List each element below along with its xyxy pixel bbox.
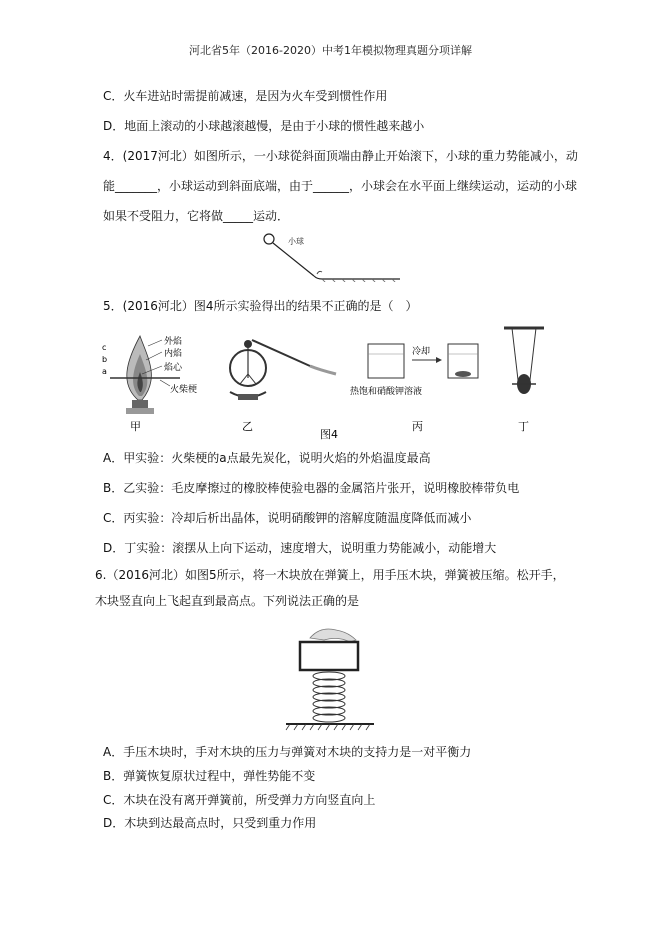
q5-option-b: B．乙实验：毛皮摩擦过的橡胶棒使验电器的金属箔片张开，说明橡胶棒带负电	[103, 481, 520, 495]
spring-block-figure	[280, 622, 380, 737]
svg-text:甲: 甲	[130, 420, 141, 433]
q5-option-c: C．丙实验：冷却后析出晶体，说明硝酸钾的溶解度随温度降低而减小	[103, 511, 472, 525]
q6-option-c: C．木块在没有离开弹簧前，所受弹力方向竖直向上	[103, 793, 376, 807]
q6-option-b: B．弹簧恢复原状过程中，弹性势能不变	[103, 769, 316, 783]
q6-stem-line1: 6.（2016河北）如图5所示，将一木块放在弹簧上，用手压木块，弹簧被压缩。松开手，	[95, 568, 565, 582]
svg-text:焰心: 焰心	[164, 363, 183, 373]
svg-text:c: c	[102, 343, 107, 352]
svg-text:火柴梗: 火柴梗	[170, 385, 198, 395]
maxwell-wheel-experiment	[504, 328, 544, 433]
q4-stem-line3: 如果不受阻力，它将做_____运动．	[103, 209, 290, 223]
electroscope-experiment	[230, 340, 336, 433]
q3-option-d: D．地面上滚动的小球越滚越慢，是由于小球的惯性越来越小	[103, 119, 425, 133]
q4-stem-line2: 能_______，小球运动到斜面底端，由于______，小球会在水平面上继续运动，运动的小球	[103, 179, 578, 193]
q6-stem-line2: 木块竖直向上飞起直到最高点。下列说法正确的是	[95, 594, 360, 608]
svg-text:丙: 丙	[412, 420, 423, 433]
svg-text:丁: 丁	[518, 420, 529, 433]
svg-text:内焰: 内焰	[164, 349, 183, 359]
incline-figure	[260, 230, 410, 282]
svg-text:冷却: 冷却	[412, 347, 431, 357]
crystallization-experiment	[350, 344, 478, 433]
ball-label: 小球	[288, 237, 304, 246]
q4-stem-line1: 4．(2017河北）如图所示，一小球從斜面顶端由静止开始滚下，小球的重力势能减小，动	[103, 149, 578, 163]
svg-text:b: b	[102, 355, 108, 364]
q6-option-a: A．手压木块时，手对木块的压力与弹簧对木块的支持力是一对平衡力	[103, 745, 472, 759]
flame-experiment	[102, 335, 197, 433]
q5-option-d: D．丁实验：滚摆从上向下运动，速度增大，说明重力势能减小，动能增大	[103, 541, 497, 555]
figure-4	[100, 322, 560, 442]
hand-icon	[310, 629, 356, 642]
wooden-block	[300, 642, 358, 670]
svg-text:乙: 乙	[242, 420, 253, 433]
q3-option-c: C．火车进站时需提前减速，是因为火车受到惯性作用	[103, 89, 388, 103]
figure-4-caption: 图4	[320, 428, 338, 441]
page-header: 河北省5年（2016-2020）中考1年模拟物理真题分项详解	[189, 44, 472, 57]
spring-icon	[313, 672, 345, 722]
svg-text:热饱和硝酸钾溶液: 热饱和硝酸钾溶液	[350, 387, 423, 397]
q5-stem: 5．(2016河北）图4所示实验得出的结果不正确的是（ ）	[103, 299, 418, 313]
svg-text:a: a	[102, 367, 107, 376]
q5-option-a: A．甲实验：火柴梗的a点最先炭化，说明火焰的外焰温度最高	[103, 451, 431, 465]
q6-option-d: D．木块到达最高点时，只受到重力作用	[103, 816, 317, 830]
svg-text:外焰: 外焰	[164, 337, 183, 347]
ball-icon	[264, 234, 274, 244]
